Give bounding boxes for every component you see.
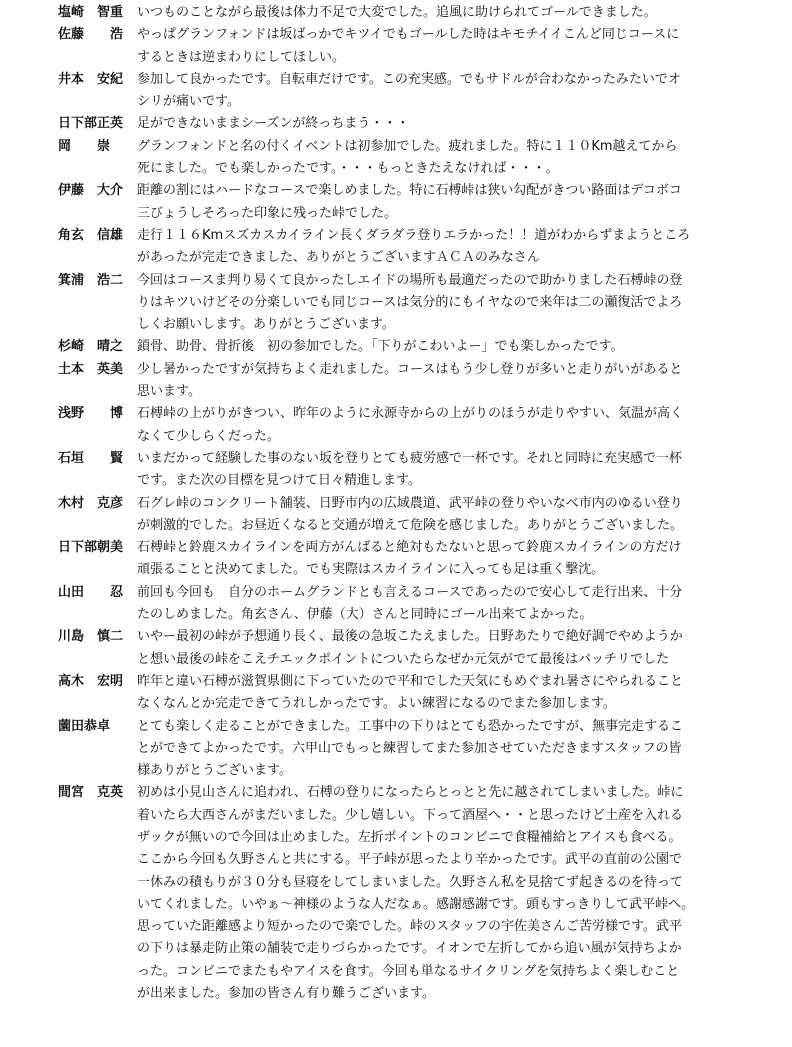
comment-line: 少し暑かったですが気持ちよく走れました。コースはもう少し登りが多いと走りがいがあると	[137, 361, 683, 377]
participant-name: 山田 忍	[58, 584, 124, 600]
participant-comment	[137, 69, 742, 114]
comment-line: 石グレ峠のコンクリート舗装、日野市内の広域農道、武平峠の登りやいなべ市内のゆるい登り	[137, 495, 683, 511]
participant-comment	[137, 582, 742, 627]
participant-name: 薗田恭卓	[58, 718, 111, 734]
list-item	[0, 336, 792, 358]
participant-name: 日下部正英	[58, 116, 124, 132]
list-item	[0, 493, 792, 538]
participant-name: 浅野 博	[58, 406, 124, 422]
comment-line: 鎖骨、助骨、骨折後 初の参加でした。「下りがこわいよー」でも楽しかったです。	[137, 339, 624, 355]
comment-line: 参加して良かったです。自転車だけです。この充実感。でもサドルが合わなかったみたいでオ	[137, 71, 681, 87]
participant-name: 木村 克彦	[58, 495, 124, 511]
comment-line: いてくれました。いやぁ～神様のような人だなぁ。感謝感謝です。頭もすっきりして武平峠へ。	[137, 896, 695, 912]
participant-name: 井本 安紀	[58, 71, 124, 87]
participant-name: 角玄 信雄	[58, 227, 124, 243]
list-item	[0, 782, 792, 1005]
comment-line: 昨年と違い石榑が滋賀県側に下っていたので平和でした天気にもめぐまれ暑さにやられること	[137, 673, 684, 689]
comment-line: いまだかって経験した事のない坂を登りとても疲労感で一杯です。それと同時に充実感で一杯	[137, 450, 682, 466]
comment-list	[0, 2, 792, 1005]
participant-comment	[137, 359, 742, 404]
comment-line: 石榑峠と鈴鹿スカイラインを両方がんばると絶対もたないと思って鈴鹿スカイラインの方だけ	[137, 540, 682, 556]
participant-name: 日下部朝美	[58, 540, 124, 556]
comment-line: たのしめました。角玄さん、伊藤（大）さんと同時にゴール出来てよかった。	[137, 607, 593, 623]
comment-line: とができてよかったです。六甲山でもっと練習してまた参加させていただきますスタッフの皆	[137, 740, 682, 756]
comment-line: が刺激的でした。お昼近くなると交通が増えて危険を感じました。ありがとうございました。	[137, 517, 684, 533]
comment-line: シリが痛いです。	[137, 94, 240, 110]
participant-name: 間宮 克英	[58, 785, 124, 801]
comment-line: しくお願いします。ありがとうございます。	[137, 317, 395, 333]
participant-name: 佐藤 浩	[58, 27, 124, 43]
participant-comment	[137, 225, 742, 270]
participant-comment	[137, 180, 742, 225]
list-item	[0, 270, 792, 337]
comment-line: 石榑峠の上がりがきつい、昨年のように永源寺からの上がりのほうが走りやすい、気温が高く	[137, 406, 684, 422]
participant-comment	[137, 336, 742, 358]
participant-name: 川島 慎二	[58, 629, 124, 645]
comment-line: 足ができないままシーズンが終っちまう・・・	[137, 116, 410, 132]
participant-comment	[137, 537, 742, 582]
comment-line: 走行１１６Kmスズカスカイライン長くダラダラ登りエラかった！！道がわからずまようところ	[137, 227, 691, 243]
comment-line: いやー最初の峠が予想通り長く、最後の急坂こたえました。日野あたりで絶好調でやめようか	[137, 629, 683, 645]
comment-line: 思います。	[137, 384, 201, 400]
comment-line: するときは逆まわりにしてほしい。	[137, 49, 346, 65]
list-item	[0, 113, 792, 135]
comment-line: グランフォンドと名の付くイベントは初参加でした。疲れました。特に１１０Km越えてから	[137, 138, 678, 154]
comment-line: いつものことながら最後は体力不足で大変でした。追風に助けられてゴールできました。	[137, 5, 657, 20]
participant-comment	[137, 493, 742, 538]
participant-comment	[137, 448, 742, 493]
participant-name: 高木 宏明	[58, 673, 124, 689]
comment-line: 初めは小見山さんに追われ、石榑の登りになったらとっとと先に越されてしまいました。峠に	[137, 785, 684, 801]
list-item	[0, 716, 792, 783]
participant-name: 土本 英美	[58, 361, 124, 377]
comment-line: やっぱグランフォンドは坂ばっかでキツイでもゴールした時はキモチイイこんど同じコースに	[137, 27, 680, 43]
participant-comment	[137, 270, 742, 337]
comment-line: の下りは暴走防止策の舗装で走りづらかったです。イオンで左折してから追い風が気持ちよか	[137, 941, 682, 957]
participant-comment	[137, 24, 742, 69]
participant-comment	[137, 113, 742, 135]
list-item	[0, 136, 792, 181]
comment-line: りはキツいけどその分楽しいでも同じコースは気分的にもイヤなので来年は二の瀬復活でよろ	[137, 294, 683, 310]
list-item	[0, 359, 792, 404]
list-item	[0, 671, 792, 716]
comment-line: 一休みの積もりが３０分も昼寝をしてしまいました。久野さん私を見捨てず起きるのを待って	[137, 874, 684, 890]
list-item	[0, 537, 792, 582]
comment-line: 様ありがとうございます。	[137, 763, 292, 779]
comment-line: 思っていた距離感より短かったので楽でした。峠のスタッフの宇佐美さんご苦労様です。武平	[137, 919, 682, 935]
list-item	[0, 582, 792, 627]
participant-name: 石垣 賢	[58, 450, 124, 466]
comment-line: とても楽しく走ることができました。工事中の下りはとても恐かったですが、無事完走するこ	[137, 718, 684, 734]
comment-line: った。コンビニでまたもやアイスを食す。今回も単なるサイクリングを気持ちよく楽しむこと	[137, 963, 680, 979]
comment-line: 頑張ることと決めてました。でも実際はスカイラインに入っても足は重く撃沈。	[137, 562, 605, 578]
comment-line: と想い最後の峠をこえチエックポイントについたらなぜか元気がでて最後はバッチリでした	[137, 651, 669, 667]
list-item	[0, 626, 792, 671]
participant-name: 杉崎 晴之	[58, 339, 124, 355]
comment-line: 前回も今回も 自分のホームグランドとも言えるコースであったので安心して走行出来、十分	[137, 584, 683, 600]
participant-comment	[137, 782, 742, 1005]
participant-comment	[137, 2, 742, 24]
list-item	[0, 225, 792, 270]
participant-comment	[137, 626, 742, 671]
list-item	[0, 403, 792, 448]
list-item	[0, 448, 792, 493]
participant-name: 岡 崇	[58, 138, 111, 154]
comment-line: 三びょうしそろった印象に残った峠でした。	[137, 205, 398, 221]
list-item	[0, 180, 792, 225]
comment-line: です。また次の目標を見つけて日々精進します。	[137, 473, 421, 489]
list-item	[0, 69, 792, 114]
list-item	[0, 24, 792, 69]
participant-comment	[137, 403, 742, 448]
participant-name: 箕浦 浩二	[58, 272, 124, 288]
comment-line: 着いたら大西さんがまだいました。少し嬉しい。下って酒屋へ・・と思ったけど土産を入れる	[137, 807, 684, 823]
comment-line: ここから今回も久野さんと共にする。平子峠が思ったより辛かったです。武平の直前の公園で	[137, 852, 682, 868]
participant-name: 塩崎 智重	[58, 5, 124, 20]
comment-line: 死にました。でも楽しかったです。・・・もっときたえなければ・・・。	[137, 161, 559, 177]
comment-line: 距離の割にはハードなコースで楽しめました。特に石榑峠は狭い勾配がきつい路面はデコボコ	[137, 183, 682, 199]
comment-line: なくて少しらくだった。	[137, 428, 281, 444]
participant-name: 伊藤 大介	[58, 183, 124, 199]
comment-line: なくなんとか完走できてうれしかったです。よい練習になるのでまた参加します。	[137, 696, 616, 712]
comment-line: ザックが無いので今回は止めました。左折ポイントのコンビニで食糧補給とアイスも食べる。	[137, 829, 682, 845]
comment-line: 今回はコースま判り易くて良かったしエイドの場所も最適だったので助かりました石榑峠の登	[137, 272, 683, 288]
comment-line: があったが完走できました、ありがとうございますＡＣＡのみなさん	[137, 250, 540, 266]
participant-comment	[137, 136, 742, 181]
participant-comment	[137, 671, 742, 716]
list-item	[0, 2, 792, 24]
comment-line: が出来ました。参加の皆さん有り難うございます。	[137, 986, 435, 1002]
participant-comment	[137, 716, 742, 783]
